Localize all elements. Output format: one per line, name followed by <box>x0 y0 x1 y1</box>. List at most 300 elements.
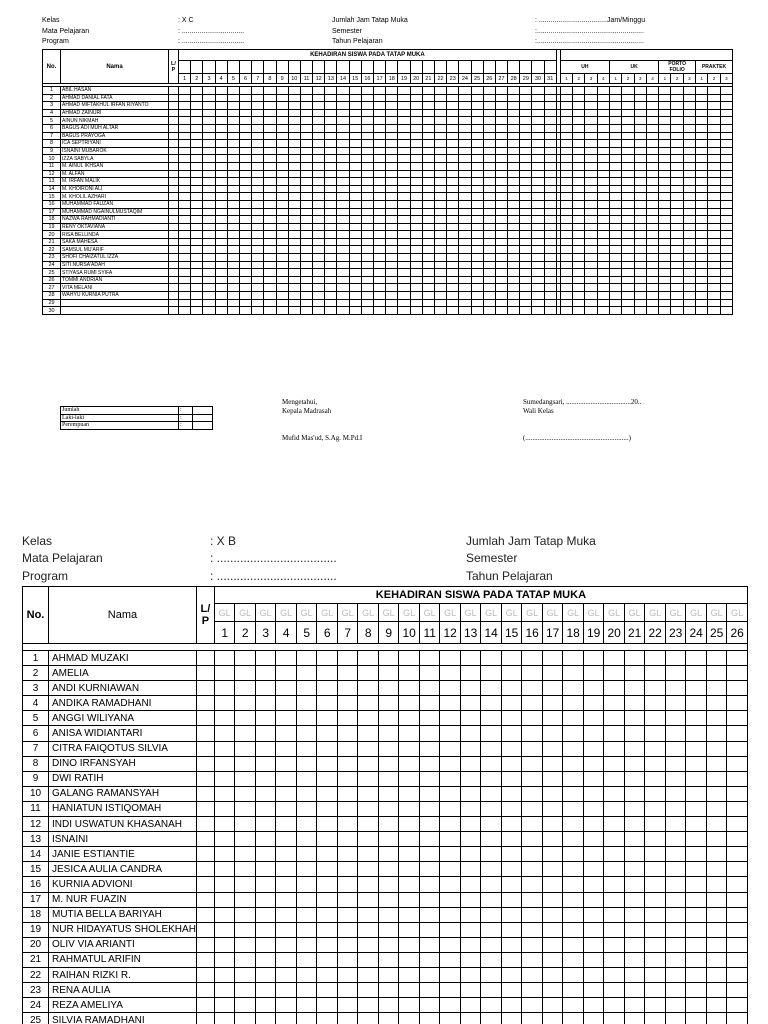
attendance-cell[interactable] <box>501 862 522 877</box>
attendance-cell[interactable] <box>300 132 312 140</box>
attendance-cell[interactable] <box>460 786 481 801</box>
attendance-cell[interactable] <box>520 147 532 155</box>
attendance-cell[interactable] <box>255 937 276 952</box>
score-cell[interactable] <box>708 269 720 277</box>
attendance-cell[interactable] <box>276 269 288 277</box>
attendance-cell[interactable] <box>727 771 748 786</box>
attendance-cell[interactable] <box>317 666 338 681</box>
attendance-cell[interactable] <box>214 1013 235 1024</box>
attendance-cell[interactable] <box>532 223 544 231</box>
attendance-cell[interactable] <box>410 140 422 148</box>
score-cell[interactable] <box>573 170 585 178</box>
attendance-cell[interactable] <box>361 178 373 186</box>
attendance-cell[interactable] <box>481 801 502 816</box>
score-cell[interactable] <box>720 147 732 155</box>
attendance-cell[interactable] <box>378 756 399 771</box>
attendance-cell[interactable] <box>264 185 276 193</box>
attendance-cell[interactable] <box>520 140 532 148</box>
attendance-cell[interactable] <box>410 299 422 307</box>
attendance-cell[interactable] <box>227 223 239 231</box>
attendance-cell[interactable] <box>399 801 420 816</box>
score-cell[interactable] <box>708 124 720 132</box>
attendance-cell[interactable] <box>583 801 604 816</box>
attendance-cell[interactable] <box>325 307 337 315</box>
attendance-cell[interactable] <box>522 786 543 801</box>
attendance-cell[interactable] <box>447 147 459 155</box>
attendance-cell[interactable] <box>317 937 338 952</box>
score-cell[interactable] <box>573 261 585 269</box>
attendance-cell[interactable] <box>483 261 495 269</box>
score-cell[interactable] <box>622 132 634 140</box>
attendance-cell[interactable] <box>252 102 264 110</box>
score-cell[interactable] <box>646 238 658 246</box>
attendance-cell[interactable] <box>214 952 235 967</box>
attendance-cell[interactable] <box>227 208 239 216</box>
attendance-cell[interactable] <box>645 726 666 741</box>
attendance-cell[interactable] <box>276 967 297 982</box>
attendance-cell[interactable] <box>645 817 666 832</box>
attendance-cell[interactable] <box>471 261 483 269</box>
attendance-cell[interactable] <box>706 651 727 666</box>
attendance-cell[interactable] <box>313 276 325 284</box>
attendance-cell[interactable] <box>361 94 373 102</box>
score-cell[interactable] <box>585 117 597 125</box>
attendance-cell[interactable] <box>296 756 317 771</box>
attendance-cell[interactable] <box>358 726 379 741</box>
score-cell[interactable] <box>720 185 732 193</box>
score-cell[interactable] <box>573 307 585 315</box>
date-cell[interactable] <box>288 61 300 74</box>
attendance-cell[interactable] <box>325 223 337 231</box>
attendance-cell[interactable] <box>645 786 666 801</box>
attendance-cell[interactable] <box>583 651 604 666</box>
score-cell[interactable] <box>720 200 732 208</box>
attendance-cell[interactable] <box>604 666 625 681</box>
attendance-cell[interactable] <box>563 696 584 711</box>
score-cell[interactable] <box>597 170 609 178</box>
attendance-cell[interactable] <box>227 299 239 307</box>
attendance-cell[interactable] <box>179 109 191 117</box>
attendance-cell[interactable] <box>386 307 398 315</box>
attendance-cell[interactable] <box>542 952 563 967</box>
attendance-cell[interactable] <box>706 726 727 741</box>
gender-cell[interactable] <box>169 208 179 216</box>
score-cell[interactable] <box>720 216 732 224</box>
attendance-cell[interactable] <box>252 238 264 246</box>
attendance-cell[interactable] <box>252 200 264 208</box>
attendance-cell[interactable] <box>447 261 459 269</box>
attendance-cell[interactable] <box>358 847 379 862</box>
attendance-cell[interactable] <box>264 162 276 170</box>
score-cell[interactable] <box>683 269 695 277</box>
score-cell[interactable] <box>720 238 732 246</box>
attendance-cell[interactable] <box>317 786 338 801</box>
attendance-cell[interactable] <box>227 185 239 193</box>
attendance-cell[interactable] <box>203 238 215 246</box>
gender-cell[interactable] <box>196 726 214 741</box>
attendance-cell[interactable] <box>495 170 507 178</box>
attendance-cell[interactable] <box>313 155 325 163</box>
attendance-cell[interactable] <box>374 124 386 132</box>
attendance-cell[interactable] <box>471 94 483 102</box>
attendance-cell[interactable] <box>239 193 251 201</box>
score-cell[interactable] <box>597 292 609 300</box>
attendance-cell[interactable] <box>727 651 748 666</box>
attendance-cell[interactable] <box>296 967 317 982</box>
attendance-cell[interactable] <box>300 238 312 246</box>
attendance-cell[interactable] <box>419 801 440 816</box>
attendance-cell[interactable] <box>337 726 358 741</box>
attendance-cell[interactable] <box>532 132 544 140</box>
attendance-cell[interactable] <box>727 832 748 847</box>
score-cell[interactable] <box>560 292 572 300</box>
attendance-cell[interactable] <box>481 937 502 952</box>
attendance-cell[interactable] <box>215 193 227 201</box>
attendance-cell[interactable] <box>386 170 398 178</box>
score-cell[interactable] <box>585 261 597 269</box>
score-cell[interactable] <box>671 269 683 277</box>
attendance-cell[interactable] <box>440 666 461 681</box>
attendance-cell[interactable] <box>665 711 686 726</box>
attendance-cell[interactable] <box>325 132 337 140</box>
attendance-cell[interactable] <box>317 967 338 982</box>
score-cell[interactable] <box>659 132 671 140</box>
attendance-cell[interactable] <box>374 117 386 125</box>
attendance-cell[interactable] <box>542 741 563 756</box>
attendance-cell[interactable] <box>399 696 420 711</box>
attendance-cell[interactable] <box>471 231 483 239</box>
attendance-cell[interactable] <box>337 847 358 862</box>
attendance-cell[interactable] <box>358 952 379 967</box>
score-cell[interactable] <box>585 299 597 307</box>
score-cell[interactable] <box>634 261 646 269</box>
attendance-cell[interactable] <box>288 94 300 102</box>
attendance-cell[interactable] <box>398 185 410 193</box>
score-cell[interactable] <box>622 246 634 254</box>
score-cell[interactable] <box>634 276 646 284</box>
attendance-cell[interactable] <box>235 892 256 907</box>
attendance-cell[interactable] <box>288 170 300 178</box>
attendance-cell[interactable] <box>386 178 398 186</box>
attendance-cell[interactable] <box>378 801 399 816</box>
score-cell[interactable] <box>671 216 683 224</box>
score-cell[interactable] <box>671 246 683 254</box>
score-cell[interactable] <box>560 147 572 155</box>
attendance-cell[interactable] <box>235 817 256 832</box>
attendance-cell[interactable] <box>337 892 358 907</box>
attendance-cell[interactable] <box>288 292 300 300</box>
attendance-cell[interactable] <box>239 140 251 148</box>
attendance-cell[interactable] <box>255 666 276 681</box>
date-cell[interactable]: GL <box>686 604 707 622</box>
attendance-cell[interactable] <box>203 87 215 95</box>
attendance-cell[interactable] <box>410 117 422 125</box>
gender-cell[interactable] <box>196 967 214 982</box>
score-cell[interactable] <box>696 162 708 170</box>
attendance-cell[interactable] <box>434 261 446 269</box>
attendance-cell[interactable] <box>508 162 520 170</box>
attendance-cell[interactable] <box>300 216 312 224</box>
score-cell[interactable] <box>585 193 597 201</box>
attendance-cell[interactable] <box>255 832 276 847</box>
attendance-cell[interactable] <box>378 666 399 681</box>
attendance-cell[interactable] <box>495 292 507 300</box>
score-cell[interactable] <box>610 299 622 307</box>
score-cell[interactable] <box>683 178 695 186</box>
attendance-cell[interactable] <box>296 877 317 892</box>
attendance-cell[interactable] <box>686 786 707 801</box>
attendance-cell[interactable] <box>459 269 471 277</box>
attendance-cell[interactable] <box>686 862 707 877</box>
attendance-cell[interactable] <box>604 756 625 771</box>
attendance-cell[interactable] <box>398 238 410 246</box>
attendance-cell[interactable] <box>191 109 203 117</box>
attendance-cell[interactable] <box>501 651 522 666</box>
score-cell[interactable] <box>573 223 585 231</box>
attendance-cell[interactable] <box>398 109 410 117</box>
attendance-cell[interactable] <box>419 877 440 892</box>
attendance-cell[interactable] <box>203 102 215 110</box>
gender-cell[interactable] <box>196 696 214 711</box>
attendance-cell[interactable] <box>410 87 422 95</box>
attendance-cell[interactable] <box>410 208 422 216</box>
attendance-cell[interactable] <box>313 147 325 155</box>
attendance-cell[interactable] <box>264 246 276 254</box>
attendance-cell[interactable] <box>419 952 440 967</box>
attendance-cell[interactable] <box>542 696 563 711</box>
attendance-cell[interactable] <box>215 269 227 277</box>
attendance-cell[interactable] <box>337 87 349 95</box>
score-cell[interactable] <box>683 246 695 254</box>
attendance-cell[interactable] <box>583 922 604 937</box>
score-cell[interactable] <box>708 94 720 102</box>
attendance-cell[interactable] <box>337 681 358 696</box>
attendance-cell[interactable] <box>288 102 300 110</box>
attendance-cell[interactable] <box>481 922 502 937</box>
attendance-cell[interactable] <box>276 299 288 307</box>
attendance-cell[interactable] <box>337 307 349 315</box>
score-cell[interactable] <box>696 140 708 148</box>
score-cell[interactable] <box>610 216 622 224</box>
score-cell[interactable] <box>646 124 658 132</box>
attendance-cell[interactable] <box>544 162 556 170</box>
attendance-cell[interactable] <box>255 801 276 816</box>
attendance-cell[interactable] <box>239 238 251 246</box>
attendance-cell[interactable] <box>706 771 727 786</box>
attendance-cell[interactable] <box>325 124 337 132</box>
attendance-cell[interactable] <box>317 1013 338 1024</box>
attendance-cell[interactable] <box>386 132 398 140</box>
attendance-cell[interactable] <box>440 983 461 998</box>
date-cell[interactable] <box>349 61 361 74</box>
attendance-cell[interactable] <box>645 696 666 711</box>
attendance-cell[interactable] <box>191 117 203 125</box>
attendance-cell[interactable] <box>520 246 532 254</box>
attendance-cell[interactable] <box>440 726 461 741</box>
attendance-cell[interactable] <box>447 140 459 148</box>
attendance-cell[interactable] <box>276 998 297 1013</box>
attendance-cell[interactable] <box>706 937 727 952</box>
attendance-cell[interactable] <box>542 726 563 741</box>
attendance-cell[interactable] <box>361 223 373 231</box>
attendance-cell[interactable] <box>542 983 563 998</box>
score-cell[interactable] <box>560 284 572 292</box>
score-cell[interactable] <box>560 299 572 307</box>
attendance-cell[interactable] <box>520 223 532 231</box>
attendance-cell[interactable] <box>495 162 507 170</box>
attendance-cell[interactable] <box>410 231 422 239</box>
attendance-cell[interactable] <box>645 967 666 982</box>
attendance-cell[interactable] <box>398 292 410 300</box>
score-cell[interactable] <box>708 117 720 125</box>
score-cell[interactable] <box>659 284 671 292</box>
attendance-cell[interactable] <box>624 817 645 832</box>
score-cell[interactable] <box>659 269 671 277</box>
attendance-cell[interactable] <box>215 254 227 262</box>
attendance-cell[interactable] <box>317 726 338 741</box>
gender-cell[interactable] <box>196 756 214 771</box>
attendance-cell[interactable] <box>191 94 203 102</box>
attendance-cell[interactable] <box>460 847 481 862</box>
attendance-cell[interactable] <box>604 922 625 937</box>
attendance-cell[interactable] <box>563 937 584 952</box>
score-cell[interactable] <box>573 193 585 201</box>
attendance-cell[interactable] <box>264 254 276 262</box>
attendance-cell[interactable] <box>624 937 645 952</box>
score-cell[interactable] <box>720 246 732 254</box>
attendance-cell[interactable] <box>501 801 522 816</box>
score-cell[interactable] <box>573 299 585 307</box>
score-cell[interactable] <box>646 140 658 148</box>
attendance-cell[interactable] <box>481 756 502 771</box>
attendance-cell[interactable] <box>522 756 543 771</box>
score-cell[interactable] <box>585 170 597 178</box>
attendance-cell[interactable] <box>520 155 532 163</box>
score-cell[interactable] <box>708 238 720 246</box>
score-cell[interactable] <box>597 94 609 102</box>
score-cell[interactable] <box>683 292 695 300</box>
attendance-cell[interactable] <box>374 307 386 315</box>
attendance-cell[interactable] <box>337 741 358 756</box>
attendance-cell[interactable] <box>300 155 312 163</box>
attendance-cell[interactable] <box>276 1013 297 1024</box>
gender-cell[interactable] <box>169 254 179 262</box>
attendance-cell[interactable] <box>203 140 215 148</box>
attendance-cell[interactable] <box>325 140 337 148</box>
attendance-cell[interactable] <box>508 200 520 208</box>
attendance-cell[interactable] <box>191 223 203 231</box>
attendance-cell[interactable] <box>532 155 544 163</box>
attendance-cell[interactable] <box>255 711 276 726</box>
date-cell[interactable] <box>179 61 191 74</box>
attendance-cell[interactable] <box>398 178 410 186</box>
attendance-cell[interactable] <box>264 200 276 208</box>
score-cell[interactable] <box>610 140 622 148</box>
attendance-cell[interactable] <box>532 208 544 216</box>
attendance-cell[interactable] <box>288 200 300 208</box>
attendance-cell[interactable] <box>706 1013 727 1024</box>
attendance-cell[interactable] <box>520 292 532 300</box>
attendance-cell[interactable] <box>252 87 264 95</box>
attendance-cell[interactable] <box>337 276 349 284</box>
attendance-cell[interactable] <box>313 307 325 315</box>
score-cell[interactable] <box>622 223 634 231</box>
attendance-cell[interactable] <box>235 726 256 741</box>
score-cell[interactable] <box>720 231 732 239</box>
attendance-cell[interactable] <box>665 756 686 771</box>
attendance-cell[interactable] <box>542 967 563 982</box>
attendance-cell[interactable] <box>434 269 446 277</box>
attendance-cell[interactable] <box>264 208 276 216</box>
attendance-cell[interactable] <box>706 952 727 967</box>
score-cell[interactable] <box>560 254 572 262</box>
attendance-cell[interactable] <box>422 109 434 117</box>
attendance-cell[interactable] <box>203 254 215 262</box>
score-cell[interactable] <box>597 246 609 254</box>
attendance-cell[interactable] <box>313 87 325 95</box>
attendance-cell[interactable] <box>264 155 276 163</box>
attendance-cell[interactable] <box>325 200 337 208</box>
attendance-cell[interactable] <box>501 711 522 726</box>
attendance-cell[interactable] <box>288 124 300 132</box>
attendance-cell[interactable] <box>542 771 563 786</box>
score-cell[interactable] <box>671 140 683 148</box>
attendance-cell[interactable] <box>179 124 191 132</box>
attendance-cell[interactable] <box>337 862 358 877</box>
attendance-cell[interactable] <box>252 216 264 224</box>
date-cell[interactable]: GL <box>542 604 563 622</box>
attendance-cell[interactable] <box>235 771 256 786</box>
attendance-cell[interactable] <box>337 94 349 102</box>
attendance-cell[interactable] <box>495 238 507 246</box>
attendance-cell[interactable] <box>386 94 398 102</box>
attendance-cell[interactable] <box>604 681 625 696</box>
attendance-cell[interactable] <box>203 223 215 231</box>
attendance-cell[interactable] <box>300 200 312 208</box>
attendance-cell[interactable] <box>349 94 361 102</box>
attendance-cell[interactable] <box>252 124 264 132</box>
attendance-cell[interactable] <box>214 651 235 666</box>
score-cell[interactable] <box>708 200 720 208</box>
score-cell[interactable] <box>560 269 572 277</box>
attendance-cell[interactable] <box>645 892 666 907</box>
attendance-cell[interactable] <box>361 132 373 140</box>
attendance-cell[interactable] <box>522 666 543 681</box>
attendance-cell[interactable] <box>483 102 495 110</box>
attendance-cell[interactable] <box>520 109 532 117</box>
attendance-cell[interactable] <box>386 162 398 170</box>
attendance-cell[interactable] <box>542 922 563 937</box>
attendance-cell[interactable] <box>191 162 203 170</box>
attendance-cell[interactable] <box>337 284 349 292</box>
attendance-cell[interactable] <box>361 208 373 216</box>
attendance-cell[interactable] <box>522 967 543 982</box>
attendance-cell[interactable] <box>459 87 471 95</box>
attendance-cell[interactable] <box>583 877 604 892</box>
attendance-cell[interactable] <box>296 711 317 726</box>
score-cell[interactable] <box>610 254 622 262</box>
score-cell[interactable] <box>683 117 695 125</box>
attendance-cell[interactable] <box>374 178 386 186</box>
score-cell[interactable] <box>597 284 609 292</box>
attendance-cell[interactable] <box>624 983 645 998</box>
attendance-cell[interactable] <box>459 178 471 186</box>
attendance-cell[interactable] <box>252 261 264 269</box>
score-cell[interactable] <box>683 208 695 216</box>
attendance-cell[interactable] <box>235 1013 256 1024</box>
summary-value[interactable] <box>193 407 213 415</box>
score-cell[interactable] <box>610 162 622 170</box>
